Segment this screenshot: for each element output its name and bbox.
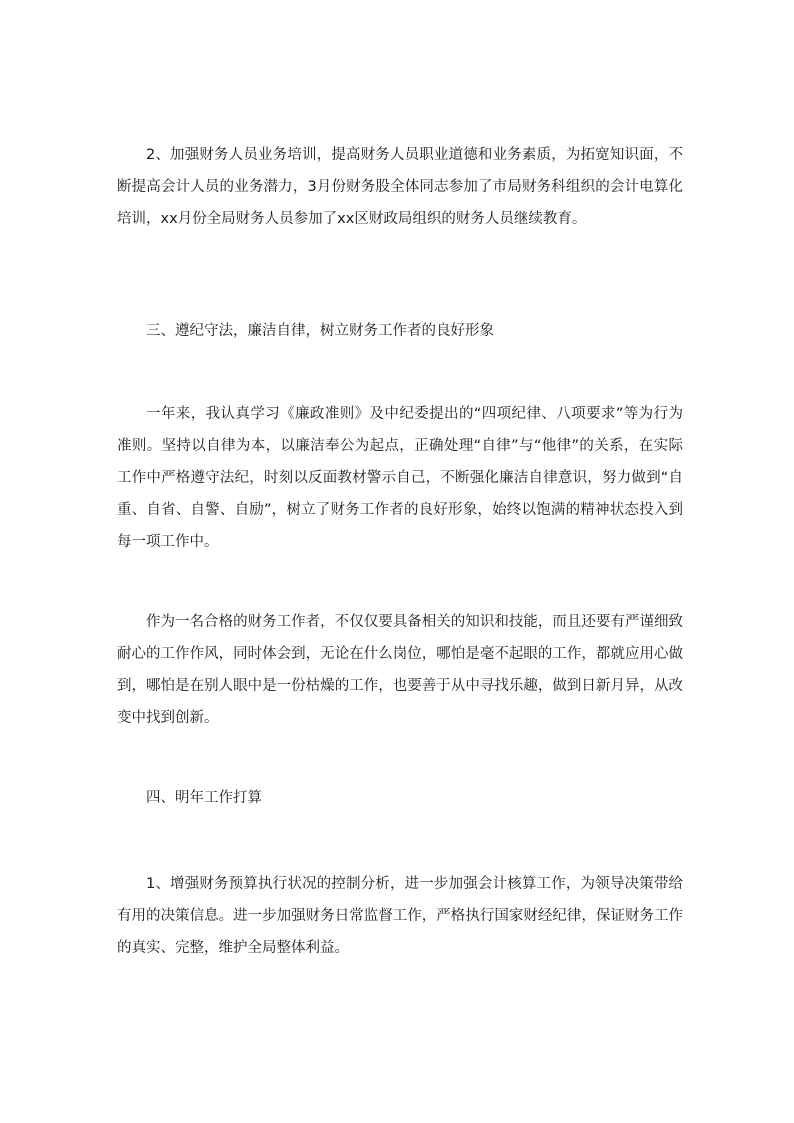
section-heading-discipline: 三、遵纪守法，廉洁自律，树立财务工作者的良好形象 bbox=[146, 323, 494, 339]
paragraph-budget-control: 1、增强财务预算执行状况的控制分析，进一步加强会计核算工作，为领导决策带给有用的决策信息。进一步加强财务日常监督工作，严格执行国家财经纪律，保证财务工作的真实、完整，维护全局整体利益。 bbox=[117, 876, 683, 956]
paragraph-training: 2、加强财务人员业务培训，提高财务人员职业道德和业务素质，为拓宽知识面，不断提高会计人员的业务潜力，3月份财务股全体同志参加了市局财务科组织的会计电算化培训，xx月份全局财务人员参加了xx区财政局组织的财务人员继续教育。 bbox=[117, 147, 683, 227]
section-heading-next-year-plan: 四、明年工作打算 bbox=[146, 790, 262, 806]
paragraph-work-attitude: 作为一名合格的财务工作者，不仅仅要具备相关的知识和技能，而且还要有严谨细致耐心的工作作风，同时体会到，无论在什么岗位，哪怕是毫不起眼的工作，都就应用心做到，哪怕是在别人眼中是一份枯燥的工作，也要善于从中寻找乐趣，做到日新月异，从改变中找到创新。 bbox=[117, 614, 683, 726]
paragraph-self-discipline: 一年来，我认真学习《廉政准则》及中纪委提出的“四项纪律、八项要求”等为行为准则。坚持以自律为本，以廉洁奉公为起点，正确处理“自律”与“他律”的关系，在实际工作中严格遵守法纪，时刻以反面教材警示自己，不断强化廉洁自律意识，努力做到“自重、自省、自警、自励”，树立了财务工作者的良好形象，始终以饱满的精神状态投入到每一项工作中。 bbox=[117, 406, 683, 550]
